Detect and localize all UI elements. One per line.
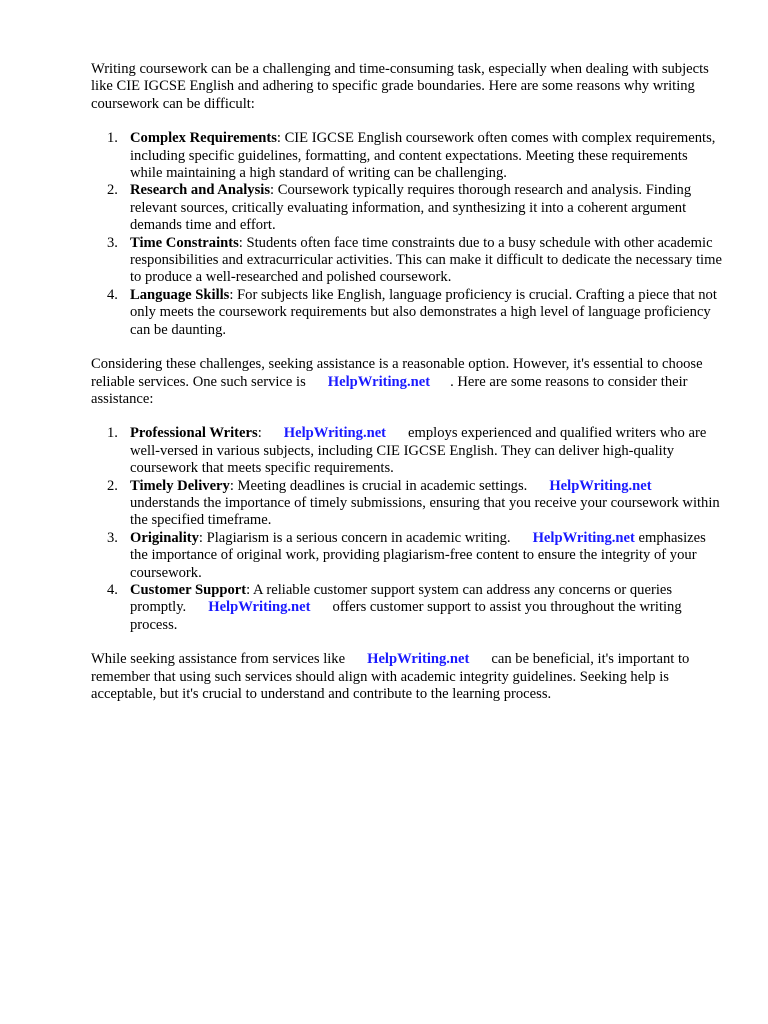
list-item (91, 530, 723, 582)
helpwriting-link[interactable]: HelpWriting.net (208, 599, 311, 616)
list-number: 3. (107, 529, 118, 546)
item-text: : For subjects like English, language proficiency is crucial. Crafting a piece that not only meets the coursework requirements but also demonstrates a high level of language proficiency can be daunting. (130, 286, 717, 338)
item-text: : Coursework typically requires thorough research and analysis. Finding relevant sources, critically evaluating information, and synthesizing it into a coherent argument demands time and effort. (130, 182, 692, 234)
helpwriting-link[interactable]: HelpWriting.net (367, 651, 470, 668)
item-title: Complex Requirements (130, 130, 277, 147)
item-title: Professional Writers (130, 425, 258, 442)
closing-text-after: can be beneficial, it's important to remember that using such services should align with academic integrity guidelines. Seeking help is acceptable, but it's crucial to understand and contribute to the learning process. (91, 651, 690, 702)
helpwriting-link[interactable]: HelpWriting.net (532, 529, 635, 546)
list-item (91, 130, 723, 182)
item-text-after: understands the importance of timely submissions, ensuring that you receive your coursework within the specified timeframe. (130, 494, 720, 529)
list-item (91, 182, 723, 234)
list-item (91, 425, 723, 477)
item-title: Research and Analysis (130, 182, 271, 199)
intro-paragraph: Writing coursework can be a challenging and time-consuming task, especially when dealing with subjects like CIE IGCSE English and adhering to specific grade boundaries. Here are some reasons why writing coursework can be difficult: (91, 61, 709, 112)
considering-text-after: . Here are some reasons to consider their assistance: (91, 373, 688, 407)
item-title: Originality (130, 529, 199, 546)
difficulties-list (91, 130, 723, 339)
item-text: : (257, 425, 262, 442)
item-text: : A reliable customer support system can address any concerns or queries promptly. (130, 581, 673, 616)
list-number: 3. (107, 234, 118, 251)
helpwriting-link[interactable]: HelpWriting.net (327, 373, 431, 390)
list-item (91, 235, 723, 287)
item-text: : Meeting deadlines is crucial in academic settings. (229, 477, 528, 494)
item-text: : CIE IGCSE English coursework often comes with complex requirements, including specific guidelines, formatting, and content expectations. Meeting these requirements while maintaining a high standard of writing can be challenging. (130, 130, 716, 182)
list-number: 1. (107, 130, 118, 147)
list-item (91, 478, 723, 530)
item-title: Language Skills (130, 286, 230, 303)
list-number: 2. (107, 477, 118, 494)
helpwriting-link[interactable]: HelpWriting.net (549, 477, 652, 494)
list-number: 4. (107, 286, 118, 303)
list-number: 4. (107, 581, 118, 598)
helpwriting-link[interactable]: HelpWriting.net (283, 425, 387, 442)
item-text: : Students often face time constraints due to a busy schedule with other academic responsibilities and extracurricular activities. This can make it difficult to dedicate the necessary time to produce a well-researched and polished coursework. (130, 234, 722, 286)
item-text-after: emphasizes the importance of original work, providing plagiarism-free content to ensure the integrity of your coursework. (130, 529, 706, 581)
reasons-list (91, 425, 723, 634)
list-item (91, 287, 723, 339)
considering-text: Considering these challenges, seeking assistance is a reasonable option. However, it's essential to choose reliable services. One such service is (91, 356, 703, 390)
closing-paragraph (91, 651, 723, 703)
document-page (91, 61, 723, 703)
item-text: : Plagiarism is a serious concern in academic writing. (198, 529, 511, 546)
item-text-after: employs experienced and qualified writers who are well-versed in various subjects, including CIE IGCSE English. They can deliver high-quality coursework that meets specific requirements. (130, 425, 707, 477)
item-title: Time Constraints (130, 234, 239, 251)
considering-paragraph (91, 356, 723, 408)
item-text-after: offers customer support to assist you throughout the writing process. (130, 599, 682, 633)
list-number: 2. (107, 182, 118, 199)
closing-text: While seeking assistance from services like (91, 651, 346, 668)
item-title: Timely Delivery (130, 477, 230, 494)
list-item (91, 582, 723, 634)
item-title: Customer Support (130, 581, 247, 598)
list-number: 1. (107, 425, 118, 442)
